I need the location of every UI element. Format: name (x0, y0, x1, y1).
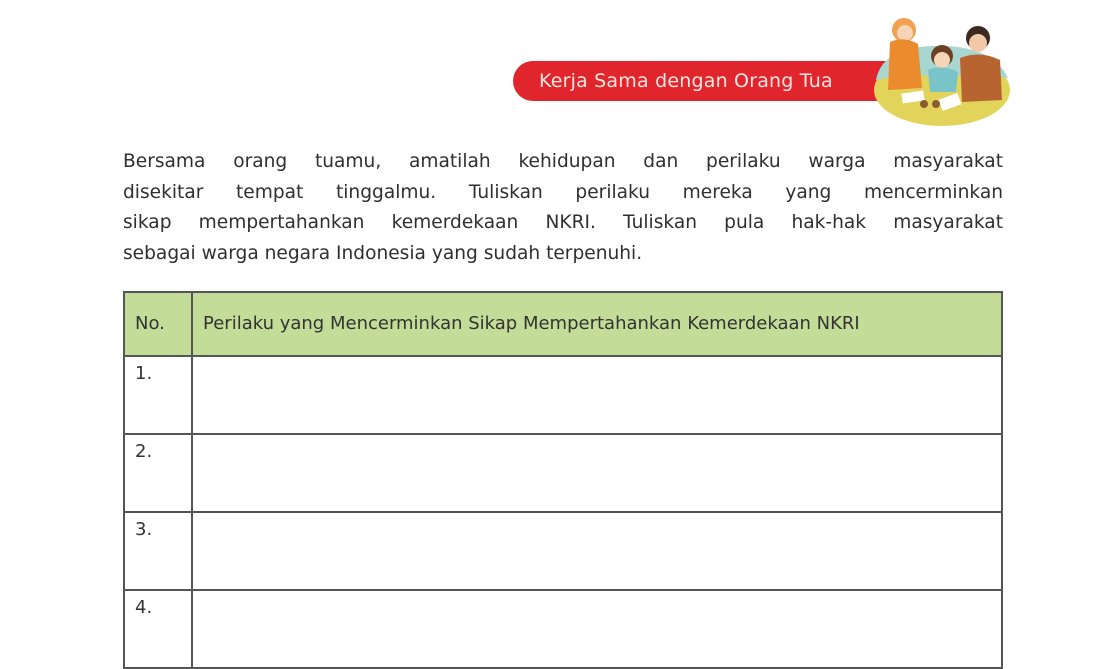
worksheet-table (123, 291, 1003, 669)
instruction-paragraph (123, 147, 1003, 269)
instruction-line: disekitar tempat tinggalmu. Tuliskan perilaku mereka yang mencerminkan (123, 181, 1003, 203)
instruction-line: sikap mempertahankan kemerdekaan NKRI. Tuliskan pula hak-hak masyarakat (123, 212, 1003, 233)
column-header-no: No. (124, 292, 192, 356)
section-banner (513, 61, 893, 101)
answer-cell[interactable] (192, 356, 1002, 434)
table-row (124, 590, 1002, 668)
row-number: 2. (124, 434, 192, 512)
table-row (124, 512, 1002, 590)
row-number: 1. (124, 356, 192, 434)
family-illustration-icon (862, 8, 1012, 128)
instruction-line: Bersama orang tuamu, amatilah kehidupan dan perilaku warga masyarakat (123, 151, 1003, 172)
table-header-row (124, 292, 1002, 356)
answer-cell[interactable] (192, 512, 1002, 590)
row-number: 4. (124, 590, 192, 668)
table-row (124, 434, 1002, 512)
table-row (124, 356, 1002, 434)
column-header-behavior: Perilaku yang Mencerminkan Sikap Mempertahankan Kemerdekaan NKRI (192, 292, 1002, 356)
answer-cell[interactable] (192, 434, 1002, 512)
row-number: 3. (124, 512, 192, 590)
banner-label: Kerja Sama dengan Orang Tua (539, 70, 833, 92)
instruction-line: sebagai warga negara Indonesia yang sudah terpenuhi. (123, 242, 643, 264)
answer-cell[interactable] (192, 590, 1002, 668)
